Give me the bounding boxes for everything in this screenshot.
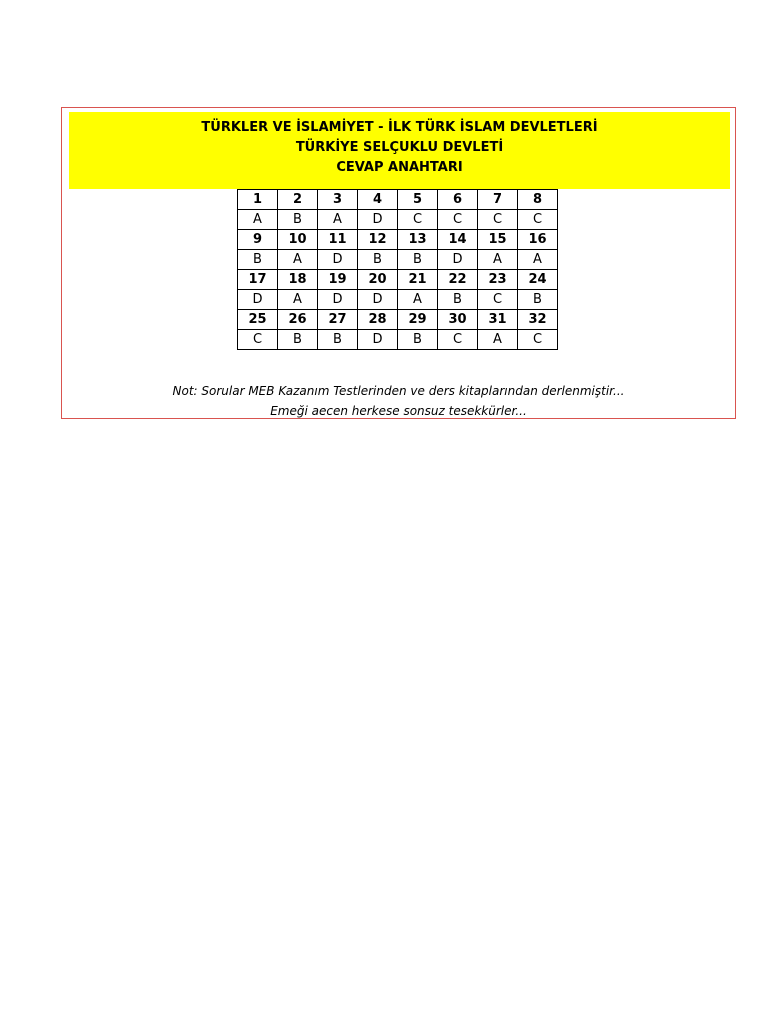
question-number-cell: 27 <box>318 310 358 330</box>
answer-cell: D <box>438 250 478 270</box>
answer-cell: C <box>398 210 438 230</box>
answer-cell: A <box>398 290 438 310</box>
question-number-cell: 9 <box>238 230 278 250</box>
question-number-cell: 25 <box>238 310 278 330</box>
question-number-cell: 5 <box>398 190 438 210</box>
question-number-cell: 28 <box>358 310 398 330</box>
title-banner <box>69 112 730 189</box>
answer-cell: C <box>438 330 478 350</box>
notes <box>62 381 735 421</box>
question-number-cell: 4 <box>358 190 398 210</box>
answer-cell: A <box>478 330 518 350</box>
question-number-cell: 7 <box>478 190 518 210</box>
answer-cell: B <box>518 290 558 310</box>
question-number-cell: 2 <box>278 190 318 210</box>
answer-cell: A <box>518 250 558 270</box>
question-number-cell: 19 <box>318 270 358 290</box>
answer-cell: B <box>358 250 398 270</box>
question-number-row <box>238 270 558 290</box>
question-number-cell: 3 <box>318 190 358 210</box>
question-number-cell: 22 <box>438 270 478 290</box>
answer-cell: B <box>278 330 318 350</box>
question-number-row <box>238 230 558 250</box>
answer-cell: B <box>318 330 358 350</box>
answer-cell: A <box>318 210 358 230</box>
question-number-cell: 8 <box>518 190 558 210</box>
answer-cell: D <box>358 330 398 350</box>
question-number-row <box>238 190 558 210</box>
question-number-cell: 11 <box>318 230 358 250</box>
question-number-cell: 18 <box>278 270 318 290</box>
question-number-cell: 15 <box>478 230 518 250</box>
answer-cell: D <box>238 290 278 310</box>
answer-cell: A <box>238 210 278 230</box>
question-number-cell: 30 <box>438 310 478 330</box>
question-number-cell: 12 <box>358 230 398 250</box>
title-line-3: CEVAP ANAHTARI <box>336 160 463 175</box>
answer-cell: C <box>518 210 558 230</box>
question-number-cell: 32 <box>518 310 558 330</box>
answer-cell: A <box>278 290 318 310</box>
question-number-cell: 23 <box>478 270 518 290</box>
answer-cell: B <box>278 210 318 230</box>
answer-cell: D <box>358 210 398 230</box>
question-number-cell: 26 <box>278 310 318 330</box>
answer-cell: D <box>358 290 398 310</box>
question-number-row <box>238 310 558 330</box>
answer-cell: D <box>318 290 358 310</box>
answer-cell: C <box>478 210 518 230</box>
question-number-cell: 29 <box>398 310 438 330</box>
answer-cell: C <box>518 330 558 350</box>
question-number-cell: 6 <box>438 190 478 210</box>
answer-row <box>238 290 558 310</box>
answer-key-frame <box>61 107 736 419</box>
answer-cell: A <box>478 250 518 270</box>
answer-cell: B <box>398 330 438 350</box>
note-line-1: Not: Sorular MEB Kazanım Testlerinden ve ders kitaplarından derlenmiştir... <box>172 384 625 398</box>
answer-cell: C <box>438 210 478 230</box>
answer-cell: B <box>398 250 438 270</box>
answer-cell: B <box>238 250 278 270</box>
title-line-1: TÜRKLER VE İSLAMİYET - İLK TÜRK İSLAM DEVLETLERİ <box>201 120 598 135</box>
answer-cell: B <box>438 290 478 310</box>
answer-row <box>238 250 558 270</box>
note-line-2: Emeği aecen herkese sonsuz tesekkürler... <box>270 404 527 418</box>
question-number-cell: 20 <box>358 270 398 290</box>
title-line-2: TÜRKİYE SELÇUKLU DEVLETİ <box>295 140 504 155</box>
answer-cell: C <box>478 290 518 310</box>
question-number-cell: 31 <box>478 310 518 330</box>
question-number-cell: 10 <box>278 230 318 250</box>
question-number-cell: 1 <box>238 190 278 210</box>
question-number-cell: 16 <box>518 230 558 250</box>
question-number-cell: 14 <box>438 230 478 250</box>
answer-cell: C <box>238 330 278 350</box>
answer-row <box>238 210 558 230</box>
question-number-cell: 17 <box>238 270 278 290</box>
question-number-cell: 21 <box>398 270 438 290</box>
answer-row <box>238 330 558 350</box>
question-number-cell: 13 <box>398 230 438 250</box>
answer-cell: D <box>318 250 358 270</box>
answer-table <box>237 189 558 350</box>
answer-cell: A <box>278 250 318 270</box>
question-number-cell: 24 <box>518 270 558 290</box>
